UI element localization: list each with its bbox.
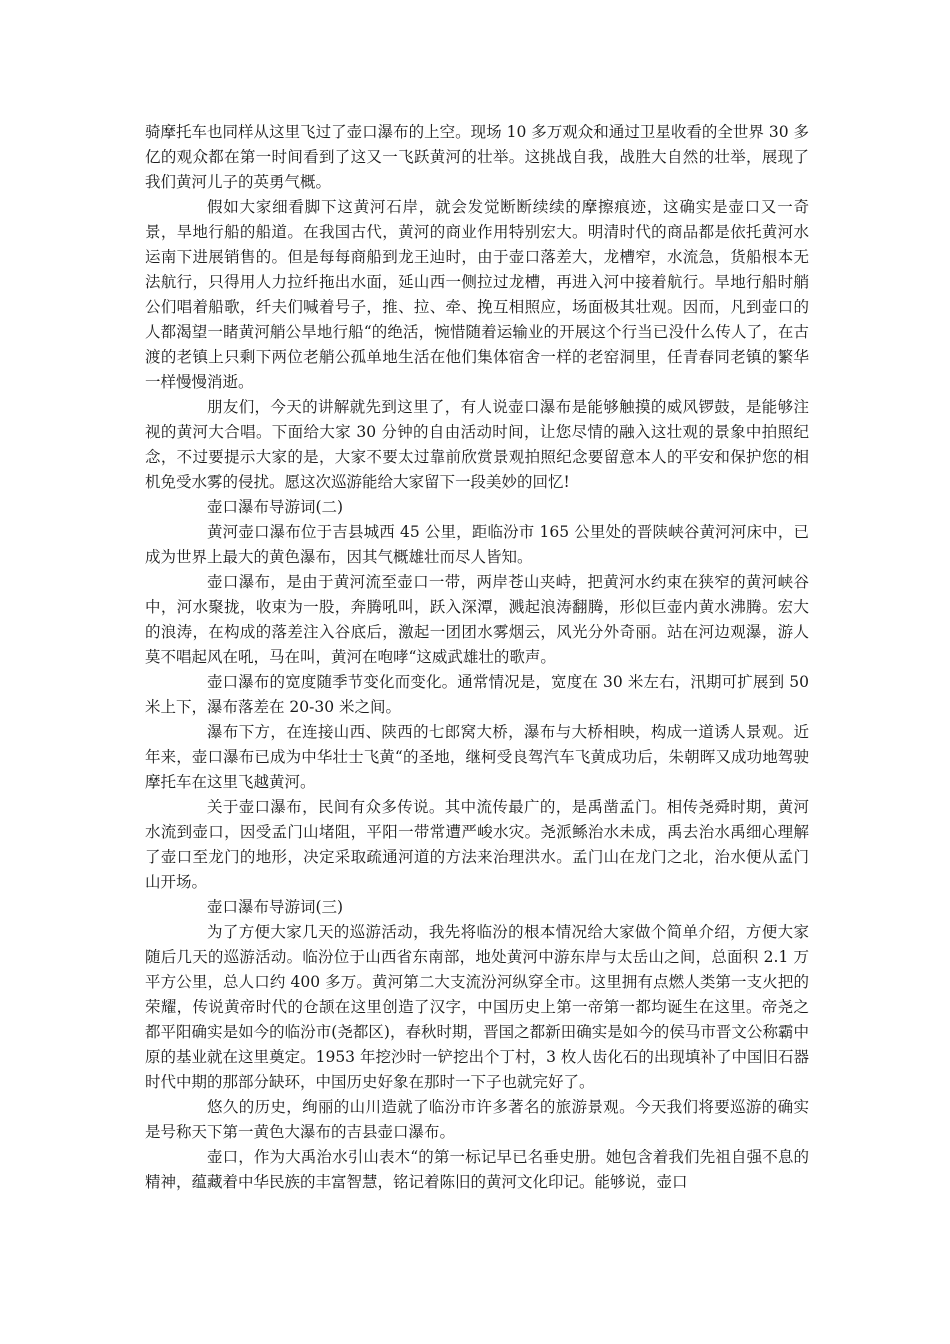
- paragraph: 黄河壶口瀑布位于吉县城西 45 公里，距临汾市 165 公里处的晋陕峡谷黄河河床中，已成为世界上最大的黄色瀑布，因其气概雄壮而尽人皆知。: [145, 523, 809, 566]
- paragraph: 瀑布下方，在连接山西、陕西的七郎窝大桥，瀑布与大桥相映，构成一道诱人景观。近年来，壶口瀑布已成为中华壮士飞黄“的圣地，继柯受良驾汽车飞黄成功后，朱朝晖又成功地驾驶摩托车在这里飞越黄河。: [145, 723, 809, 791]
- paragraph: 假如大家细看脚下这黄河石岸，就会发觉断断续续的摩擦痕迹，这确实是壶口又一奇景，旱地行船的船道。在我国古代，黄河的商业作用特别宏大。明清时代的商品都是依托黄河水运南下进展销售的。但是每每商船到龙王辿时，由于壶口落差大，龙槽窄，水流急，货船根本无法航行，只得用人力拉纤拖出水面，延山西一侧拉过龙槽，再进入河中接着航行。旱地行船时艄公们唱着船歌，纤夫们喊着号子，推、拉、牵、挽互相照应，场面极其壮观。因而，凡到壶口的人都渴望一睹黄河艄公旱地行船“的绝活，惋惜随着运输业的开展这个行当已没什么传人了，在古渡的老镇上只剩下两位老艄公孤单地生活在他们集体宿舍一样的老窑洞里，任青春同老镇的繁华一样慢慢消逝。: [145, 198, 809, 391]
- paragraph: 关于壶口瀑布，民间有众多传说。其中流传最广的，是禹凿孟门。相传尧舜时期，黄河水流到壶口，因受孟门山堵阻，平阳一带常遭严峻水灾。尧派鲧治水未成，禹去治水禹细心理解了壶口至龙门的地形，决定采取疏通河道的方法来治理洪水。孟门山在龙门之北，治水便从孟门山开场。: [145, 798, 809, 891]
- paragraph: 骑摩托车也同样从这里飞过了壶口瀑布的上空。现场 10 多万观众和通过卫星收看的全世界 30 多亿的观众都在第一时间看到了这又一飞跃黄河的壮举。这挑战自我，战胜大自然的壮举，展现了我们黄河儿子的英勇气概。: [145, 123, 809, 191]
- paragraph: 为了方便大家几天的巡游活动，我先将临汾的根本情况给大家做个简单介绍，方便大家随后几天的巡游活动。临汾位于山西省东南部，地处黄河中游东岸与太岳山之间，总面积 2.1 万平方公里，总人口约 400 多万。黄河第二大支流汾河纵穿全市。这里拥有点燃人类第一支火把的荣耀，传说黄帝时代的仓颉在这里创造了汉字，中国历史上第一帝第一都均诞生在这里。帝尧之都平阳确实是如今的临汾市(尧都区)，春秋时期，晋国之都新田确实是如今的侯马市晋文公称霸中原的基业就在这里奠定。1953 年挖沙时一铲挖出个丁村，3 枚人齿化石的出现填补了中国旧石器时代中期的那部分缺环，中国历史好象在那时一下子也就完好了。: [145, 923, 809, 1091]
- paragraph: 朋友们，今天的讲解就先到这里了，有人说壶口瀑布是能够触摸的威风锣鼓，是能够注视的黄河大合唱。下面给大家 30 分钟的自由活动时间，让您尽情的融入这壮观的景象中拍照纪念，不过要提示大家的是，大家不要太过靠前欣赏景观拍照纪念要留意本人的平安和保护您的相机免受水雾的侵扰。愿这次巡游能给大家留下一段美妙的回忆!: [145, 398, 809, 491]
- section-heading: 壶口瀑布导游词(二): [207, 498, 344, 516]
- document-body: [145, 120, 809, 1195]
- section-heading: 壶口瀑布导游词(三): [207, 898, 344, 916]
- paragraph: 悠久的历史，绚丽的山川造就了临汾市许多著名的旅游景观。今天我们将要巡游的确实是号称天下第一黄色大瀑布的吉县壶口瀑布。: [145, 1098, 809, 1141]
- paragraph: 壶口瀑布的宽度随季节变化而变化。通常情况是，宽度在 30 米左右，汛期可扩展到 50 米上下，瀑布落差在 20-30 米之间。: [145, 673, 809, 716]
- paragraph: 壶口，作为大禹治水引山表木“的第一标记早已名垂史册。她包含着我们先祖自强不息的精神，蕴藏着中华民族的丰富智慧，铭记着陈旧的黄河文化印记。能够说，壶口: [145, 1148, 809, 1191]
- paragraph: 壶口瀑布，是由于黄河流至壶口一带，两岸苍山夹峙，把黄河水约束在狭窄的黄河峡谷中，河水聚拢，收束为一股，奔腾吼叫，跃入深潭，溅起浪涛翻腾，形似巨壶内黄水沸腾。宏大的浪涛，在构成的落差注入谷底后，激起一团团水雾烟云，风光分外奇丽。站在河边观瀑，游人莫不唱起风在吼，马在叫，黄河在咆哮“这威武雄壮的歌声。: [145, 573, 809, 666]
